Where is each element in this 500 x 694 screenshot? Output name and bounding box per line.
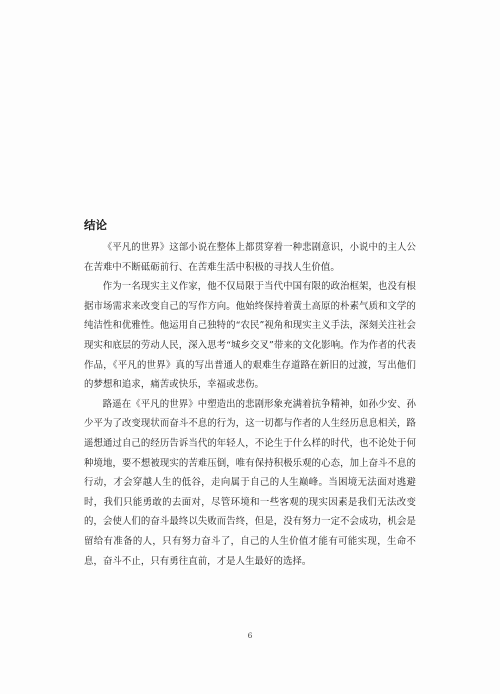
section-heading: 结论: [84, 218, 107, 232]
paragraph-2: 作为一名现实主义作家，他不仅局限于当代中国有限的政治框架，也没有根据市场需求来改变自己的写作方向。他始终保持着黄土高原的朴素气质和文学的纯洁性和优雅性。他运用自己独特的“农民”视角和现实主义手法，深刻关注社会现实和底层的劳动人民，深入思考“城乡交叉”带来的文化影响。作为作者的代表作品，《平凡的世界》真的写出普通人的艰难生存道路在新旧的过渡，写出他们的梦想和追求，痛苦或快乐，幸福或悲伤。: [84, 281, 416, 391]
page-number: 6: [247, 631, 253, 640]
paragraph-1: 《平凡的世界》这部小说在整体上都贯穿着一种悲剧意识，小说中的主人公在苦难中不断砥砺前行、在苦难生活中积极的寻找人生价值。: [84, 242, 416, 273]
paragraph-3: 路遥在《平凡的世界》中塑造出的悲剧形象充满着抗争精神，如孙少安、孙少平为了改变现状而奋斗不息的行为，这一切都与作者的人生经历息息相关，路遥想通过自己的经历告诉当代的年轻人，不论生于什么样的时代，也不论处于何种境地，要不想被现实的苦难压倒，唯有保持积极乐观的心态，加上奋斗不息的行动，才会穿越人生的低谷，走向属于自己的人生巅峰。当困境无法面对逃避时，我们只能勇敢的去面对，尽管环境和一些客观的现实因素是我们无法改变的，会使人们的奋斗最终以失败而告终，但是，没有努力一定不会成功，机会是留给有准备的人，只有努力奋斗了，自己的人生价值才能有可能实现，生命不息，奋斗不止，只有勇往直前，才是人生最好的选择。: [84, 398, 416, 567]
document-body: [84, 217, 416, 571]
